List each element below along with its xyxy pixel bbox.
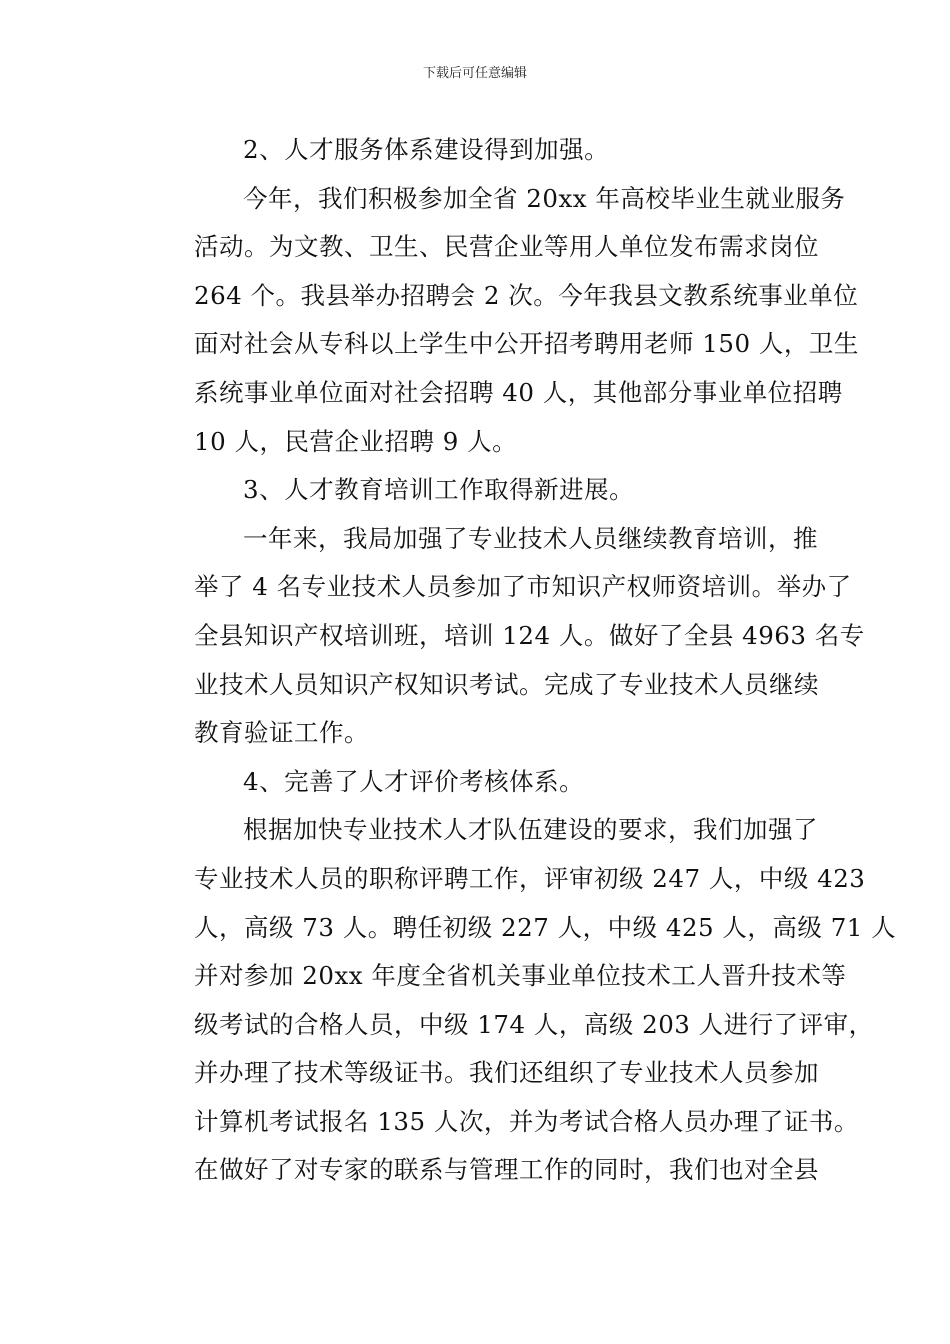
- text-line: 2、人才服务体系建设得到加强。: [243, 135, 610, 164]
- text-line: 并办理了技术等级证书。我们还组织了专业技术人员参加: [194, 1058, 819, 1088]
- text-line: 人，高级 73 人。聘任初级 227 人，中级 425 人，高级 71 人: [194, 912, 897, 942]
- text-line: 今年，我们积极参加全省 20xx 年高校毕业生就业服务: [243, 183, 846, 213]
- text-line: 全县知识产权培训班，培训 124 人。做好了全县 4963 名专: [194, 620, 865, 650]
- text-line: 4、完善了人才评价考核体系。: [243, 766, 585, 796]
- text-line: 举了 4 名专业技术人员参加了市知识产权师资培训。举办了: [194, 572, 852, 602]
- paragraph-heading-3: [145, 466, 807, 515]
- text-line: 级考试的合格人员，中级 174 人，高级 203 人进行了评审，: [194, 1009, 874, 1039]
- text-line: 一年来，我局加强了专业技术人员继续教育培训，推: [243, 523, 818, 553]
- text-line: 系统事业单位面对社会招聘 40 人，其他部分事业单位招聘: [194, 377, 843, 407]
- paragraph-evaluation: [145, 806, 897, 1195]
- text-line: 并对参加 20xx 年度全省机关事业单位技术工人晋升技术等: [194, 961, 847, 991]
- text-line: 业技术人员知识产权知识考试。完成了专业技术人员继续: [194, 669, 819, 699]
- text-line: 专业技术人员的职称评聘工作，评审初级 247 人，中级 423: [194, 863, 866, 893]
- text-line: 264 个。我县举办招聘会 2 次。今年我县文教系统事业单位: [194, 280, 859, 310]
- text-line: 3、人才教育培训工作取得新进展。: [243, 475, 635, 505]
- text-line: 根据加快专业技术人才队伍建设的要求，我们加强了: [243, 815, 818, 845]
- text-line: 计算机考试报名 135 人次，并为考试合格人员办理了证书。: [194, 1106, 859, 1136]
- paragraph-training: [145, 515, 865, 758]
- text-line: 教育验证工作。: [194, 718, 369, 748]
- text-line: 在做好了对专家的联系与管理工作的同时，我们也对全县: [194, 1155, 819, 1185]
- text-line: 面对社会从专科以上学生中公开招考聘用老师 150 人，卫生: [194, 329, 859, 359]
- text-line: 10 人，民营企业招聘 9 人。: [194, 426, 518, 456]
- paragraph-heading-2: [145, 126, 807, 175]
- text-line: 活动。为文教、卫生、民营企业等用人单位发布需求岗位: [194, 232, 819, 262]
- document-body: [145, 126, 897, 1195]
- page-header: 下载后可任意编辑: [422, 66, 527, 81]
- paragraph-heading-4: [145, 758, 807, 807]
- paragraph-employment: [145, 175, 859, 467]
